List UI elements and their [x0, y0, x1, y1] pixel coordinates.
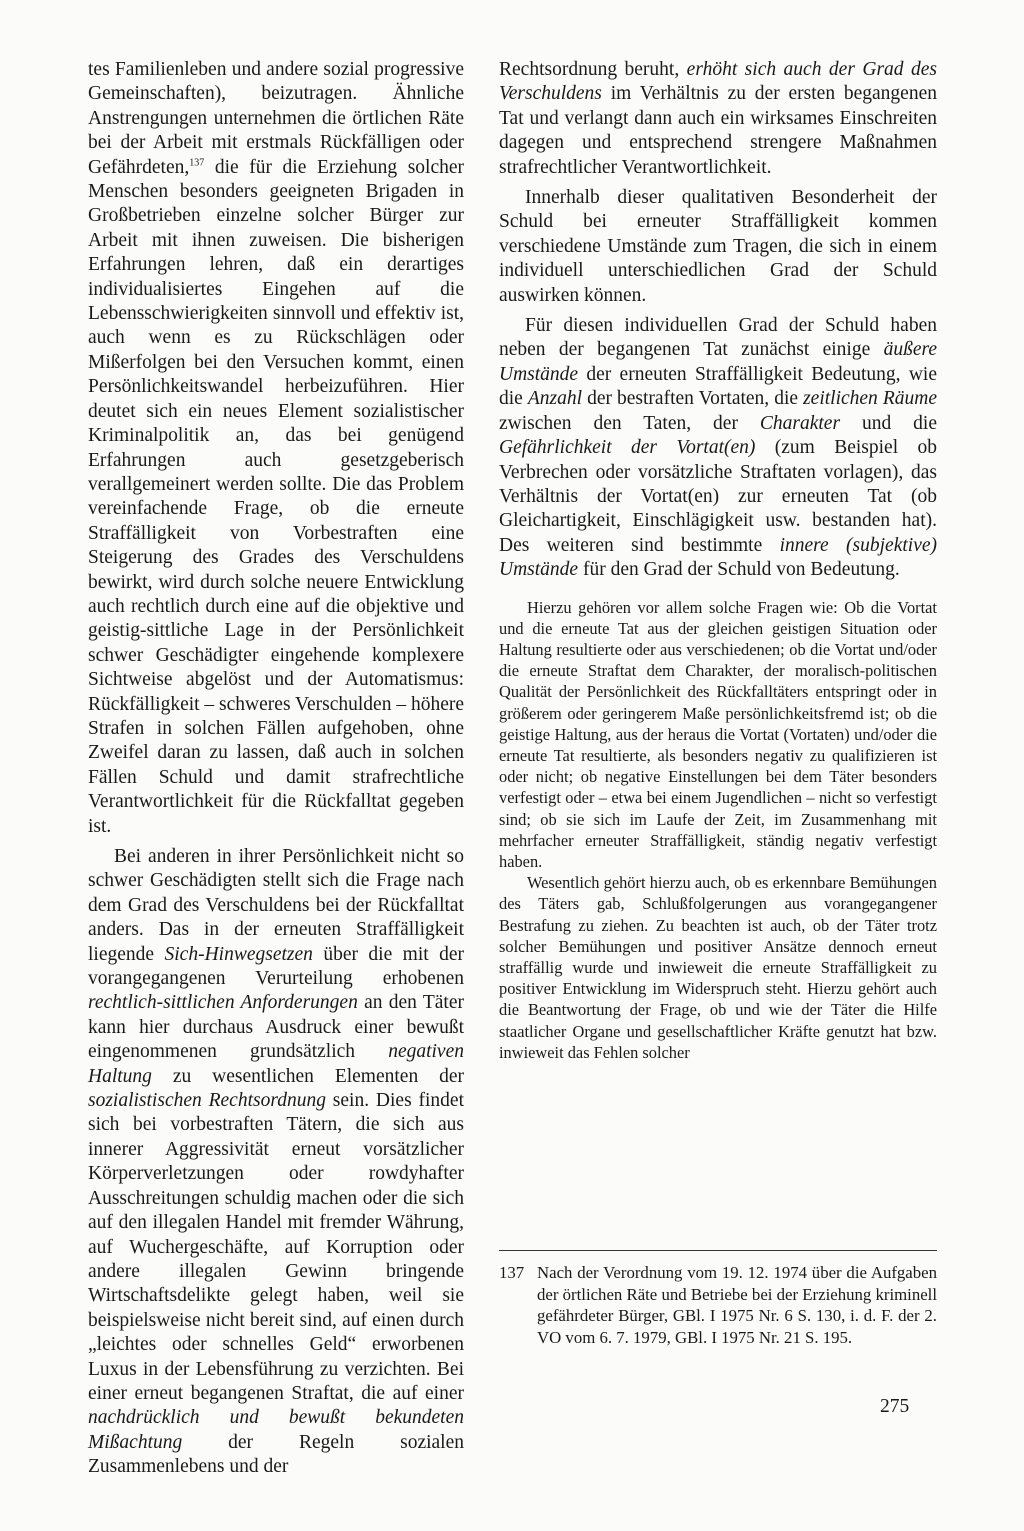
page-number: 275: [880, 1396, 910, 1417]
small-paragraph-2: Wesentlich gehört hierzu auch, ob es erkennbare Bemühungen des Täters gab, Schlußfolgerungen aus vorangegangener Bestrafung zu ziehen. Zu beachten ist auch, ob der Täter trotz solcher Bemühungen und positiver Ansätze dennoch erneut straffällig wurde und inwieweit die erneute Straffälligkeit zu positiver Entwicklung im Widerspruch steht. Hierzu gehört auch die Beantwortung der Frage, ob und wie der Täter die Hilfe staatlicher Organe und gesellschaftlicher Kräfte genutzt hat bzw. inwieweit das Fehlen solcher: [499, 873, 937, 1062]
right-paragraph-1: [499, 58, 937, 180]
emphasis: negativen Haltung: [88, 1041, 464, 1087]
text-run: zwischen den Taten, der: [499, 412, 760, 434]
emphasis: nachdrücklich und bewußt bekundeten Mißachtung: [88, 1407, 464, 1453]
footnote-number: 137: [499, 1263, 525, 1282]
text-run: (zum Beispiel ob Verbrechen oder vorsätzliche Straftaten vorlagen), das Verhältnis der Vortat(en) zur erneuten Tat (ob Gleichartigkeit, Einschlägigkeit usw. bestanden hat). Des weiteren sind bestimmte: [499, 437, 937, 556]
emphasis: äußere Umstände: [499, 339, 937, 385]
footnote-divider: [499, 1250, 937, 1251]
emphasis: Gefährlichkeit der Vortat(en): [499, 437, 756, 459]
emphasis: erhöht sich auch der Grad des Verschuldens: [499, 59, 937, 105]
right-column: [499, 58, 937, 1063]
text-run: Rechtsordnung beruht,: [499, 59, 687, 80]
text-run: tes Familienleben und andere sozial progressive Gemeinschaften), beizutragen. Ähnliche Anstrengungen unternehmen die örtlichen Räte bei der Arbeit mit erstmals Rückfälligen oder Gefährdeten,: [88, 59, 464, 178]
text-run: für den Grad der Schuld von Bedeutung.: [578, 559, 900, 581]
right-paragraph-2: Innerhalb dieser qualitativen Besonderheit der Schuld bei erneuter Straffälligkeit kommen verschiedene Umstände zum Tragen, die sich in einem individuell unterschiedlichen Grad der Schuld auswirken können.: [499, 187, 937, 306]
emphasis: Charakter: [759, 412, 841, 434]
small-print-block: [499, 597, 937, 1063]
text-run: Für diesen individuellen Grad der Schuld haben neben der begangenen Tat zunächst einige: [499, 315, 937, 361]
emphasis: innere (subjektive) Umstände: [499, 534, 938, 581]
left-paragraph-2: [88, 845, 464, 1480]
left-column: [88, 58, 464, 1480]
text-run: sein. Dies findet sich bei vorbestraften Tätern, die sich aus innerer Aggressivität erneut vorsätzlicher Körperverletzungen oder rowdyhafter Ausschreitungen schuldig machen oder die sich auf den illegalen Handel mit fremder Währung, auf Wuchergeschäfte, auf Korruption oder andere illegalen Gewinn bringende Wirtschaftsdelikte gelegt haben, weil sie beispielsweise nicht bereit sind, auf einen durch „leichtes oder schnelles Geld“ erworbenen Luxus in der Lebensführung zu verzichten. Bei einer erneut begangenen Straftat, die auf einer: [88, 1090, 464, 1404]
emphasis: Sich-Hinwegsetzen: [164, 943, 313, 965]
emphasis: zeitlichen Räume: [803, 388, 937, 410]
text-run: die für die Erziehung solcher Menschen besonders geeigneten Brigaden in Großbetrieben einzelne solcher Bürger zur Arbeit mit ihnen zuweisen. Die bisherigen Erfahrungen lehren, daß ein derartiges individualisiertes Eingehen auf die Lebensschwierigkeiten sinnvoll und effektiv ist, auch wenn es zu Rückschlägen oder Mißerfolgen bei den Versuchen kommt, einen Persönlichkeitswandel herbeizuführen. Hier deutet sich ein neues Element sozialistischer Kriminalpolitik an, das bei genügend Erfahrungen auch gesetzgeberisch verallgemeinert werden sollte. Die das Problem vereinfachende Frage, ob die erneute Straffälligkeit von Vorbestraften eine Steigerung des Grades des Verschuldens bewirkt, wird durch solche neuere Entwicklung auch rechtlich durch eine auf die objektive und geistig-sittliche Lage in der Persönlichkeit schwer Geschädigter eingehende komplexere Sichtweise abgelöst und der Automatismus: Rückfälligkeit – schweres Verschulden – höhere Strafen in solchen Fällen aufgehoben, ohne Zweifel daran zu lassen, daß auch in solchen Fällen Schuld und damit strafrechtliche Verantwortlichkeit für die Rückfalltat gegeben ist.: [88, 156, 464, 837]
text-run: der erneuten Straffälligkeit Bedeutung, wie die: [499, 363, 937, 410]
footnote-reference: 137: [189, 157, 205, 169]
small-paragraph-1: Hierzu gehören vor allem solche Fragen wie: Ob die Vortat und die erneute Tat aus der gleichen geistigen Situation oder Haltung resultierte oder aus verschiedenen; ob die Vortat und/oder die erneute Straftat dem Charakter, der moralisch-politischen Qualität der Persönlichkeit des Rückfalltäters entspringt oder in größerem oder geringerem Maße persönlichkeitsfremd ist; ob die geistige Haltung, aus der heraus die Vortat (Vortaten) und/oder die erneute Tat resultierte, als besonders negativ zu qualifizieren ist oder nicht; ob negative Einstellungen bei dem Täter besonders verfestigt oder – etwa bei einem Jugendlichen – nicht so verfestigt sind; ob sie sich im Laufe der Zeit, im Zusammenhang mit mehrfacher erneuter Straffälligkeit, ständig negativ verfestigt haben.: [499, 597, 937, 871]
emphasis: rechtlich-sittlichen Anforderungen: [88, 992, 358, 1014]
emphasis: sozialistischen Rechtsordnung: [88, 1090, 326, 1112]
text-run: der bestraften Vortaten, die: [582, 388, 804, 410]
text-run: Bei anderen in ihrer Persönlichkeit nicht so schwer Geschädigten stellt sich die Frage nach dem Grad des Verschuldens bei der Rückfalltat anders. Das in der erneuten Straffälligkeit liegende: [88, 846, 464, 965]
left-paragraph-1: [88, 58, 464, 839]
text-run: zu wesentlichen Elementen der: [151, 1065, 464, 1087]
right-paragraph-3: [499, 314, 937, 582]
footnote: [499, 1262, 937, 1348]
emphasis: Anzahl: [527, 388, 583, 410]
text-run: im Verhältnis zu der ersten begangenen Tat und verlangt dann auch ein wirksames Einschreiten dagegen und entsprechend strengere Maßnahmen strafrechtlicher Verantwortlichkeit.: [499, 83, 937, 178]
text-run: der Regeln sozialen Zusammenlebens und der: [88, 1431, 464, 1478]
text-run: und die: [840, 412, 937, 434]
text-run: an den Täter kann hier durchaus Ausdruck einer bewußt eingenommenen grundsätzlich: [88, 992, 464, 1063]
footnote-text: Nach der Verordnung vom 19. 12. 1974 über die Aufgaben der örtlichen Räte und Betriebe bei der Erziehung kriminell gefährdeter Bürger, GBl. I 1975 Nr. 6 S. 130, i. d. F. der 2. VO vom 6. 7. 1979, GBl. I 1975 Nr. 21 S. 195.: [537, 1263, 937, 1347]
text-run: über die mit der vorangegangenen Verurteilung erhobenen: [88, 943, 465, 990]
